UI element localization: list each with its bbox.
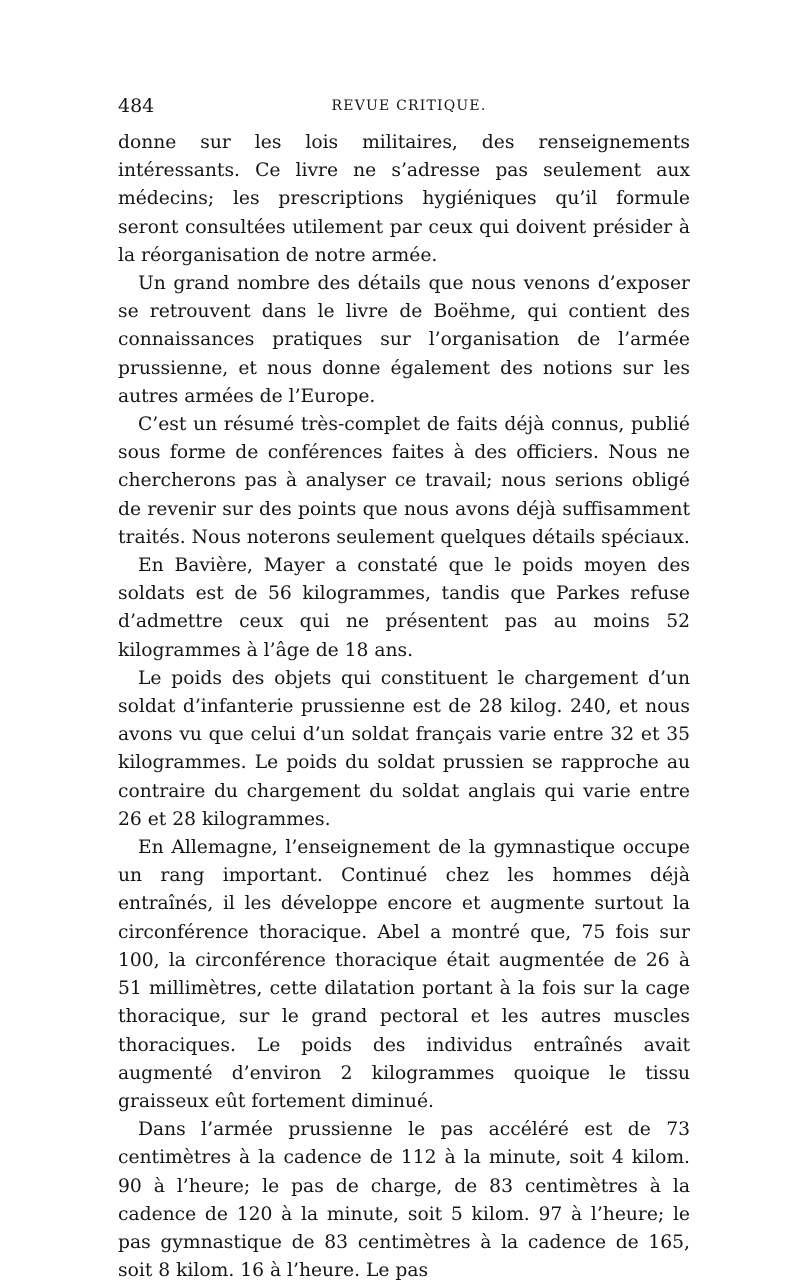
paragraph-gymnastique: En Allemagne, l’enseignement de la gymnastique occupe un rang important. Continué chez les hommes déjà entraînés, il les développe encore et augmente surtout la circonférence thoracique. Abel a montré que, 75 fois sur 100, la circonférence thoracique était augmentée de 26 à 51 millimètres, cette dilatation portant à la fois sur la cage thoracique, sur le grand pectoral et les autres muscles thoraciques. Le poids des individus entraînés avait augmenté d’environ 2 kilogrammes quoique le tissu graisseux eût fortement diminué. bbox=[118, 837, 690, 1112]
paragraph-pas: Dans l’armée prussienne le pas accéléré est de 73 centimètres à la cadence de 112 à la minute, soit 4 kilom. 90 à l’heure; le pas de charge, de 83 centimètres à la cadence de 120 à la minute, soit 5 kilom. 97 à l’heure; le pas gymnastique de 83 centimètres à la cadence de 165, soit 8 kilom. 16 à l’heure. Le pas bbox=[118, 1119, 690, 1282]
running-head bbox=[118, 95, 690, 125]
page-number: 484 bbox=[118, 95, 155, 117]
paragraph-boehme: Un grand nombre des détails que nous venons d’exposer se retrouvent dans le livre de Boëhme, qui contient des connaissances pratiques sur l’organisation de l’armée prussienne, et nous donne également des notions sur les autres armées de l’Europe. bbox=[118, 273, 690, 407]
body-text bbox=[118, 129, 690, 1285]
paragraph-baviere: En Bavière, Mayer a constaté que le poids moyen des soldats est de 56 kilogrammes, tandis que Parkes refuse d’admettre ceux qui ne présentent pas au moins 52 kilogrammes à l’âge de 18 ans. bbox=[118, 555, 690, 661]
paragraph-resume: C’est un résumé très-complet de faits déjà connus, publié sous forme de conférences faites à des officiers. Nous ne chercherons pas à analyser ce travail; nous serions obligé de revenir sur des points que nous avons déjà suffisamment traités. Nous noterons seulement quelques détails spéciaux. bbox=[118, 414, 690, 548]
paragraph-chargement: Le poids des objets qui constituent le chargement d’un soldat d’infanterie prussienne est de 28 kilog. 240, et nous avons vu que celui d’un soldat français varie entre 32 et 35 kilogrammes. Le poids du soldat prussien se rapproche au contraire du chargement du soldat anglais qui varie entre 26 et 28 kilogrammes. bbox=[118, 667, 690, 830]
book-page bbox=[118, 95, 690, 1285]
paragraph-continued: donne sur les lois militaires, des renseignements intéressants. Ce livre ne s’adresse pas seulement aux médecins; les prescriptions hygiéniques qu’il formule seront consultées utilement par ceux qui doivent présider à la réorganisation de notre armée. bbox=[118, 132, 690, 266]
journal-title: REVUE CRITIQUE. bbox=[331, 98, 487, 114]
